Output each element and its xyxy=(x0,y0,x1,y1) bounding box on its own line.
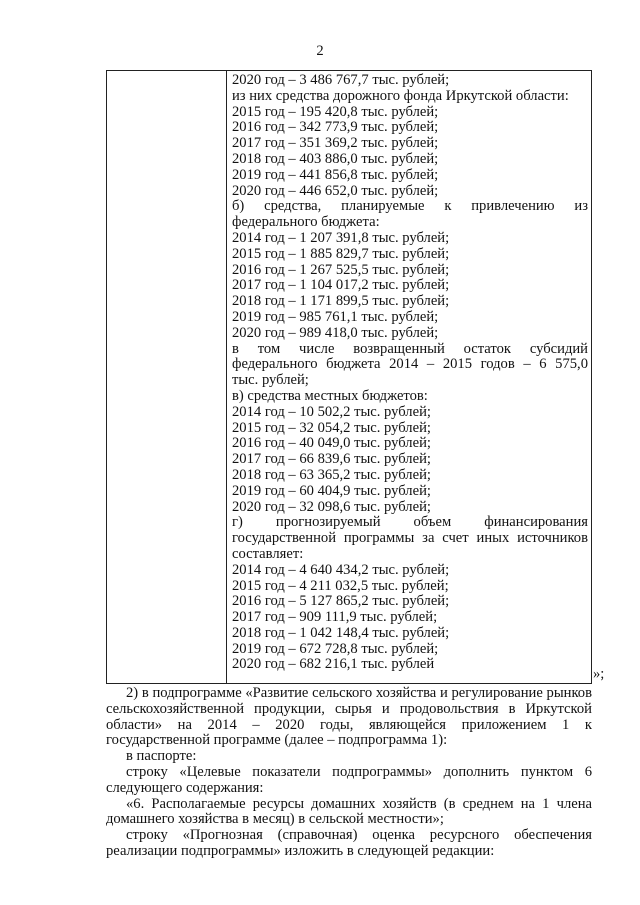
table-line: 2014 год – 1 207 391,8 тыс. рублей; xyxy=(232,229,450,246)
paragraph-target-indicators: строку «Целевые показатели подпрограммы» дополнить пунктом 6 следующего содержания: xyxy=(106,763,592,796)
table-line: 2014 год – 4 640 434,2 тыс. рублей; xyxy=(232,561,450,578)
table-line: 2020 год – 32 098,6 тыс. рублей; xyxy=(232,498,431,515)
table-line: в) средства местных бюджетов: xyxy=(232,387,428,404)
paragraph-in-passport: в паспорте: xyxy=(126,748,197,765)
table-line: из них средства дорожного фонда Иркутской области: xyxy=(232,87,569,104)
paragraph-subprogram-1: 2) в подпрограмме «Развитие сельского хозяйства и регулирование рынков сельскохозяйственной продукции, сырья и продовольствия в Иркутской области» на 2014 – 2020 годы, являющейся приложением 1 к государственной программе (далее – подпрограмма 1): xyxy=(106,685,592,749)
table-line: 2019 год – 985 761,1 тыс. рублей; xyxy=(232,308,439,325)
table-line: 2017 год – 909 111,9 тыс. рублей; xyxy=(232,609,438,626)
table-line: 2019 год – 441 856,8 тыс. рублей; xyxy=(232,166,439,183)
table-line: федерального бюджета: xyxy=(232,214,380,231)
table-line: в том числе возвращенный остаток субсидий xyxy=(232,340,588,357)
table-line: 2019 год – 60 404,9 тыс. рублей; xyxy=(232,482,431,499)
table-line: 2014 год – 10 502,2 тыс. рублей; xyxy=(232,403,431,420)
table-line: 2015 год – 1 885 829,7 тыс. рублей; xyxy=(232,245,450,262)
paragraph-item-6: «6. Располагаемые ресурсы домашних хозяйств (в среднем на 1 члена домашнего хозяйства в месяц) в сельской местности»; xyxy=(106,795,592,828)
funding-table xyxy=(106,70,592,684)
table-line: 2016 год – 1 267 525,5 тыс. рублей; xyxy=(232,261,450,278)
table-line: 2017 год – 66 839,6 тыс. рублей; xyxy=(232,451,431,468)
table-line: 2018 год – 1 042 148,4 тыс. рублей; xyxy=(232,624,450,641)
table-value-cell xyxy=(232,73,588,673)
table-line: 2018 год – 1 171 899,5 тыс. рублей; xyxy=(232,293,450,310)
table-line: б) средства, планируемые к привлечению из xyxy=(232,198,588,215)
table-line: 2015 год – 4 211 032,5 тыс. рублей; xyxy=(232,577,449,594)
table-line: 2017 год – 1 104 017,2 тыс. рублей; xyxy=(232,277,450,294)
closing-quote: »; xyxy=(593,666,605,682)
table-line: г) прогнозируемый объем финансирования xyxy=(232,514,588,531)
table-line: 2017 год – 351 369,2 тыс. рублей; xyxy=(232,135,439,152)
table-line: государственной программы за счет иных источников xyxy=(232,530,588,547)
table-column-divider xyxy=(226,71,227,683)
table-line: 2018 год – 63 365,2 тыс. рублей; xyxy=(232,466,431,483)
table-line: 2020 год – 682 216,1 тыс. рублей xyxy=(232,656,435,673)
table-line: 2020 год – 989 418,0 тыс. рублей; xyxy=(232,324,439,341)
table-line: тыс. рублей; xyxy=(232,372,309,389)
table-line: федерального бюджета 2014 – 2015 годов – 6 575,0 xyxy=(232,356,588,373)
document-body xyxy=(106,686,592,860)
table-line: 2020 год – 3 486 767,7 тыс. рублей; xyxy=(232,72,450,88)
table-line: 2018 год – 403 886,0 тыс. рублей; xyxy=(232,150,439,167)
table-line: 2016 год – 342 773,9 тыс. рублей; xyxy=(232,119,439,136)
paragraph-forecast-estimate: строку «Прогнозная (справочная) оценка ресурсного обеспечения реализации подпрограммы» изложить в следующей редакции: xyxy=(106,827,592,859)
table-line: 2015 год – 195 420,8 тыс. рублей; xyxy=(232,103,439,120)
table-line: 2019 год – 672 728,8 тыс. рублей; xyxy=(232,640,439,657)
table-line: 2016 год – 40 049,0 тыс. рублей; xyxy=(232,435,431,452)
table-line: 2015 год – 32 054,2 тыс. рублей; xyxy=(232,419,431,436)
table-line: 2016 год – 5 127 865,2 тыс. рублей; xyxy=(232,593,450,610)
page-number: 2 xyxy=(316,43,324,59)
table-line: 2020 год – 446 652,0 тыс. рублей; xyxy=(232,182,439,199)
table-line: составляет: xyxy=(232,545,304,562)
